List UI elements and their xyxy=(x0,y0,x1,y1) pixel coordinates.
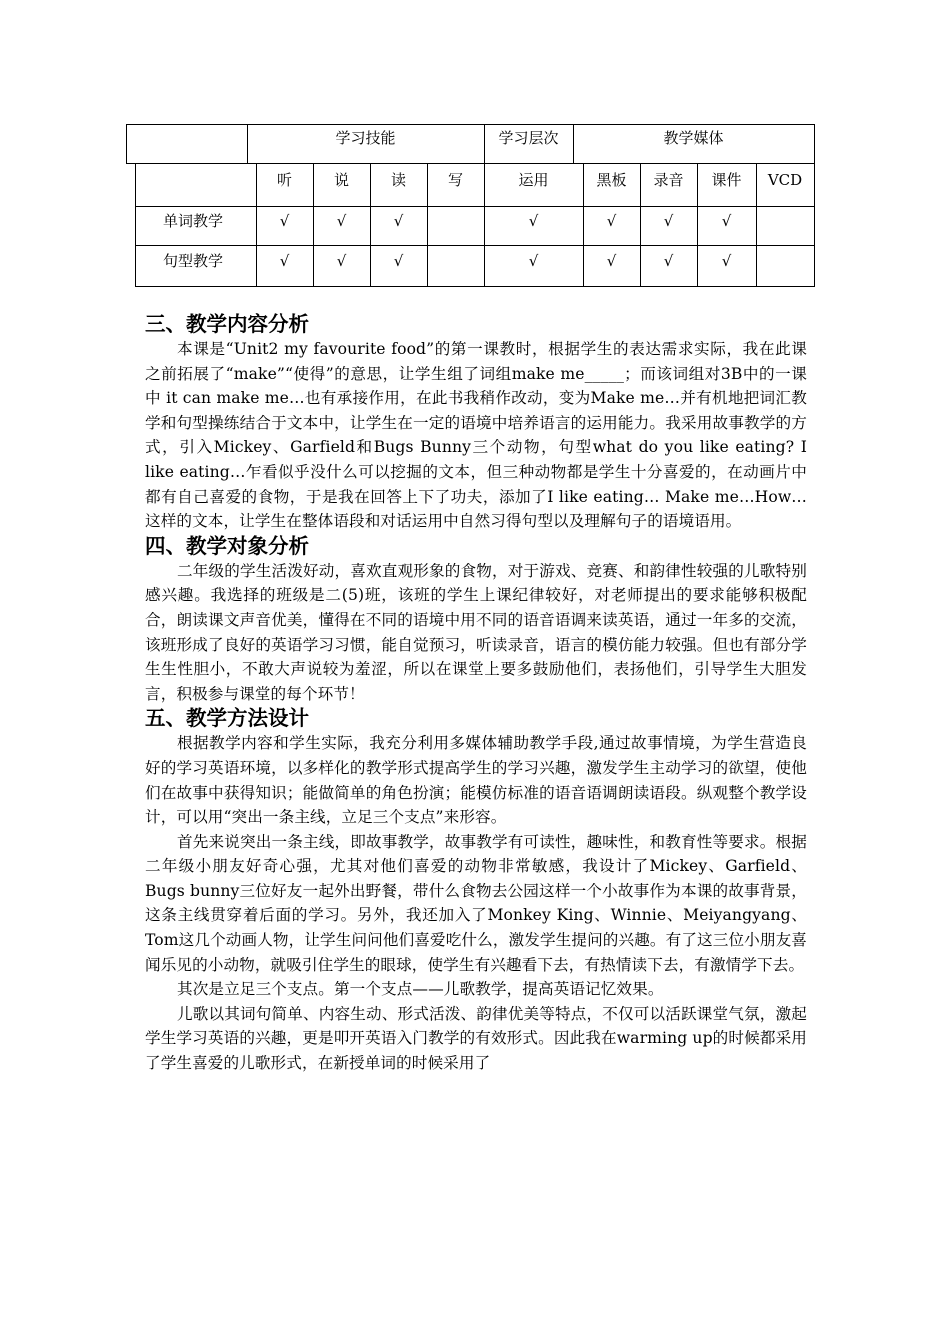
check-mark: √ xyxy=(663,212,674,230)
check-mark: √ xyxy=(528,252,539,270)
check-mark: √ xyxy=(663,252,674,270)
section-method-design xyxy=(145,706,807,1075)
check-mark: √ xyxy=(336,212,347,230)
row-label: 单词教学 xyxy=(163,212,224,230)
header-media: 教学媒体 xyxy=(663,129,724,147)
check-mark: √ xyxy=(393,252,404,270)
subheader-read: 读 xyxy=(390,171,406,189)
table-line xyxy=(135,245,815,246)
check-mark: √ xyxy=(279,252,290,270)
table-line xyxy=(126,163,815,164)
paragraph: 根据教学内容和学生实际，我充分利用多媒体辅助教学手段,通过故事情境，为学生营造良好的学习英语环境，以多样化的教学形式提高学生的学习兴趣，激发学生主动学习的欲望，使他们在故事中获得知识；能做简单的角色扮演；能模仿标准的语音语调朗读语段。纵观整个教学设计，可以用“突出一条主线，立足三个支点”来形容。 xyxy=(145,734,807,827)
header-skills: 学习技能 xyxy=(335,129,396,147)
document-body xyxy=(145,312,807,1076)
section-content-analysis xyxy=(145,312,807,534)
section-student-analysis xyxy=(145,534,807,707)
header-level: 学习层次 xyxy=(498,129,559,147)
check-mark: √ xyxy=(721,252,732,270)
check-mark: √ xyxy=(528,212,539,230)
table-line xyxy=(126,124,815,125)
check-mark: √ xyxy=(336,252,347,270)
subheader-vcd: VCD xyxy=(767,171,803,189)
table-line xyxy=(135,206,815,207)
table-line xyxy=(135,286,815,287)
paragraph: 二年级的学生活泼好动，喜欢直观形象的食物，对于游戏、竞赛、和韵律性较强的儿歌特别感兴趣。我选择的班级是二(5)班，该班的学生上课纪律较好，对老师提出的要求能够积极配合，朗读课文声音优美，懂得在不同的语境中用不同的语音语调来读英语，通过一年多的交流，该班形成了良好的英语学习习惯，能自觉预习，听读录音，语言的模仿能力较强。但也有部分学生生性胆小，不敢大声说较为羞涩，所以在课堂上要多鼓励他们，表扬他们，引导学生大胆发言，积极参与课堂的每个环节！ xyxy=(145,561,807,703)
paragraph: 其次是立足三个支点。第一个支点——儿歌教学，提高英语记忆效果。 xyxy=(177,980,664,999)
check-mark: √ xyxy=(393,212,404,230)
table-line xyxy=(135,163,136,287)
paragraph: 儿歌以其词句简单、内容生动、形式活泼、韵律优美等特点，不仅可以活跃课堂气氛，激起学生学习英语的兴趣，更是叩开英语入门教学的有效形式。因此我在warming up的时候都采用了学生喜爱的儿歌形式，在新授单词的时候采用了 xyxy=(145,1004,807,1073)
subheader-write: 写 xyxy=(447,171,463,189)
check-mark: √ xyxy=(606,252,617,270)
subheader-apply: 运用 xyxy=(518,171,549,189)
subheader-recording: 录音 xyxy=(653,171,684,189)
subheader-listen: 听 xyxy=(276,171,292,189)
paragraph: 首先来说突出一条主线，即故事教学，故事教学有可读性，趣味性，和教育性等要求。根据二年级小朋友好奇心强，尤其对他们喜爱的动物非常敏感，我设计了Mickey、Garfield、Bugs bunny三位好友一起外出野餐，带什么食物去公园这样一个小故事作为本课的故事背景，这条主线贯穿着后面的学习。另外，我还加入了Monkey King、Winnie、Meiyangyang、Tom这几个动画人物，让学生问问他们喜爱吃什么，激发学生提问的兴趣。有了这三位小朋友喜闻乐见的小动物，就吸引住学生的眼球，使学生有兴趣看下去，有热情读下去，有激情学下去。 xyxy=(145,832,807,974)
section-heading: 四、教学对象分析 xyxy=(145,533,309,558)
table-line xyxy=(126,124,127,164)
teaching-table xyxy=(0,0,950,300)
table-line xyxy=(814,124,815,164)
table-line xyxy=(814,163,815,287)
check-mark: √ xyxy=(721,212,732,230)
subheader-speak: 说 xyxy=(333,171,349,189)
subheader-blackboard: 黑板 xyxy=(596,171,627,189)
section-heading: 五、教学方法设计 xyxy=(145,706,309,731)
paragraph: 本课是“Unit2 my favourite food”的第一课教时，根据学生的表达需求实际，我在此课之前拓展了“make”“使得”的意思，让学生组了词组make me_____；而该词组对3B中的一课中 it can make me…也有承接作用，在此书我稍作改动，变为Make me…并有机地把词汇教学和句型操练结合于文本中，让学生在一定的语境中培养语言的运用能力。我采用故事教学的方式，引入Mickey、Garfield和Bugs Bunny三个动物，句型what do you like eating? I like eating…乍看似乎没什么可以挖掘的文本，但三种动物都是学生十分喜爱的，在动画片中都有自己喜爱的食物，于是我在回答上下了功夫，添加了I like eating… Make me…How…这样的文本，让学生在整体语段和对话运用中自然习得句型以及理解句子的语境语用。 xyxy=(145,340,807,531)
subheader-courseware: 课件 xyxy=(711,171,742,189)
check-mark: √ xyxy=(606,212,617,230)
row-label: 句型教学 xyxy=(163,252,224,270)
check-mark: √ xyxy=(279,212,290,230)
section-heading: 三、教学内容分析 xyxy=(145,312,309,336)
